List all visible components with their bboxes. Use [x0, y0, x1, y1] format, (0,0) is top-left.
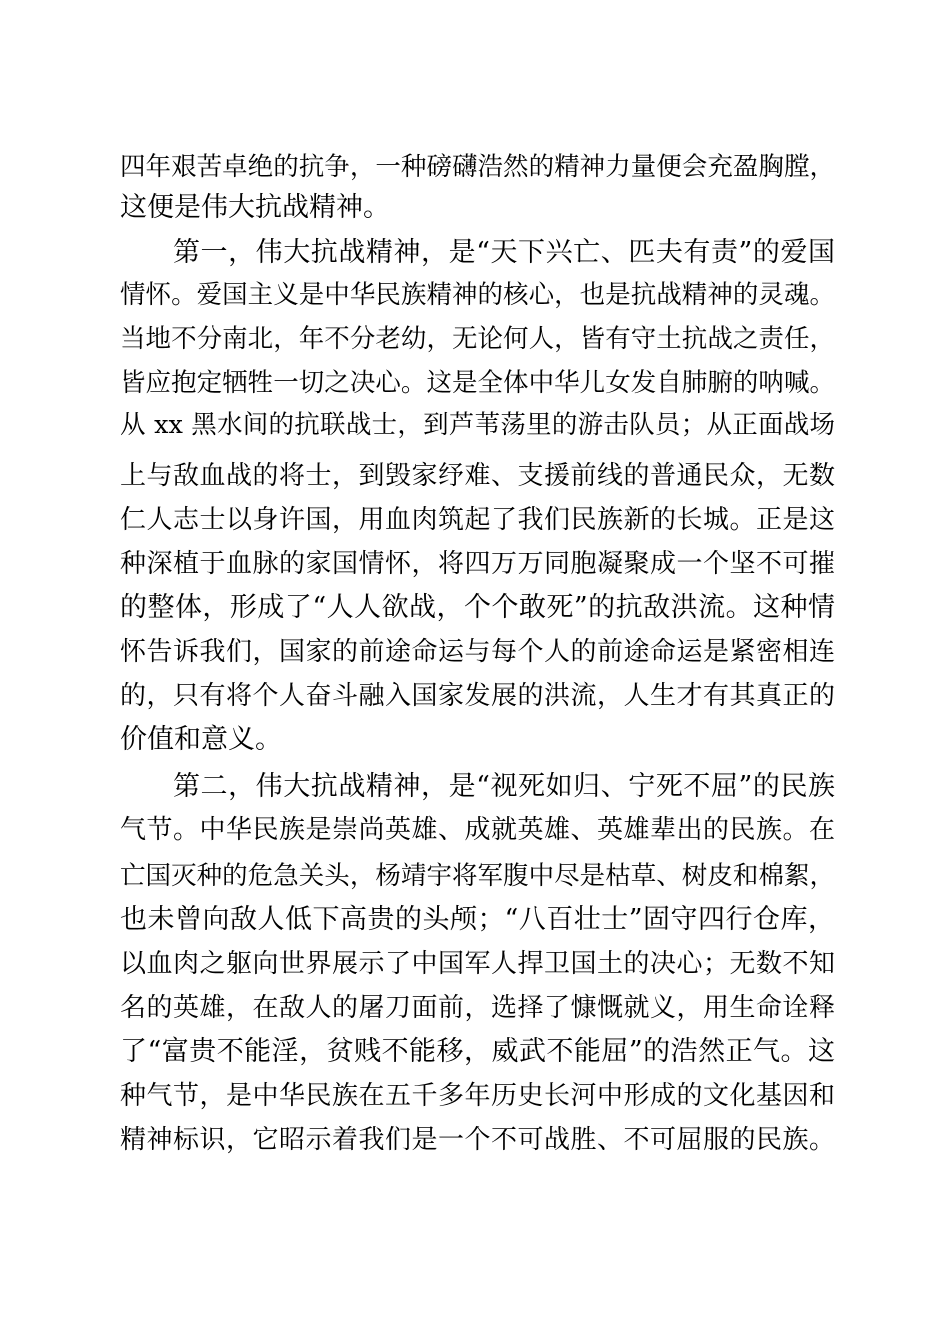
text-line: 价值和意义。 [120, 724, 282, 755]
text-line: 的，只有将个人奋斗融入国家发展的洪流，人生才有其真正的 [120, 681, 835, 711]
text-line: 种气节，是中华民族在五千多年历史长河中形成的文化基因和 [120, 1081, 835, 1111]
text-line: 名的英雄，在敌人的屠刀面前，选择了慷慨就义，用生命诠释 [120, 993, 835, 1023]
text-line: 了“富贵不能淫，贫贱不能移，威武不能屈”的浩然正气。这 [120, 1036, 835, 1067]
text-line: 也未曾向敌人低下高贵的头颅；“八百壮士”固守四行仓库， [120, 904, 835, 935]
text-line: 当地不分南北，年不分老幼，无论何人，皆有守土抗战之责任， [120, 324, 835, 354]
text-line: 四年艰苦卓绝的抗争，一种磅礴浩然的精神力量便会充盈胸膛， [120, 152, 835, 182]
text-line: 的整体，形成了“人人欲战，个个敢死”的抗敌洪流。这种情 [120, 592, 835, 623]
text-line: 这便是伟大抗战精神。 [120, 192, 390, 223]
paragraph-heading-line: 第一，伟大抗战精神，是“天下兴亡、匹夫有责”的爱国 [173, 237, 835, 268]
text-line: 从 xx 黑水间的抗联战士，到芦苇荡里的游击队员；从正面战场 [120, 410, 835, 440]
text-line: 种深植于血脉的家国情怀，将四万万同胞凝聚成一个坚不可摧 [120, 549, 835, 579]
text-line: 怀告诉我们，国家的前途命运与每个人的前途命运是紧密相连 [120, 637, 835, 667]
text-line: 气节。中华民族是崇尚英雄、成就英雄、英雄辈出的民族。在 [120, 815, 835, 845]
text-line: 以血肉之躯向世界展示了中国军人捍卫国土的决心；无数不知 [120, 949, 835, 979]
text-line: 精神标识，它昭示着我们是一个不可战胜、不可屈服的民族。 [120, 1125, 835, 1155]
paragraph-heading-line: 第二，伟大抗战精神，是“视死如归、宁死不屈”的民族 [173, 771, 835, 802]
text-line: 皆应抱定牺牲一切之决心。这是全体中华儿女发自肺腑的呐喊。 [120, 368, 835, 398]
text-line: 上与敌血战的将士，到毁家纾难、支援前线的普通民众，无数 [120, 461, 835, 491]
text-line: 情怀。爱国主义是中华民族精神的核心，也是抗战精神的灵魂。 [120, 280, 835, 310]
text-line: 仁人志士以身许国，用血肉筑起了我们民族新的长城。正是这 [120, 505, 835, 535]
text-line: 亡国灭种的危急关头，杨靖宇将军腹中尽是枯草、树皮和棉絮， [120, 861, 835, 891]
